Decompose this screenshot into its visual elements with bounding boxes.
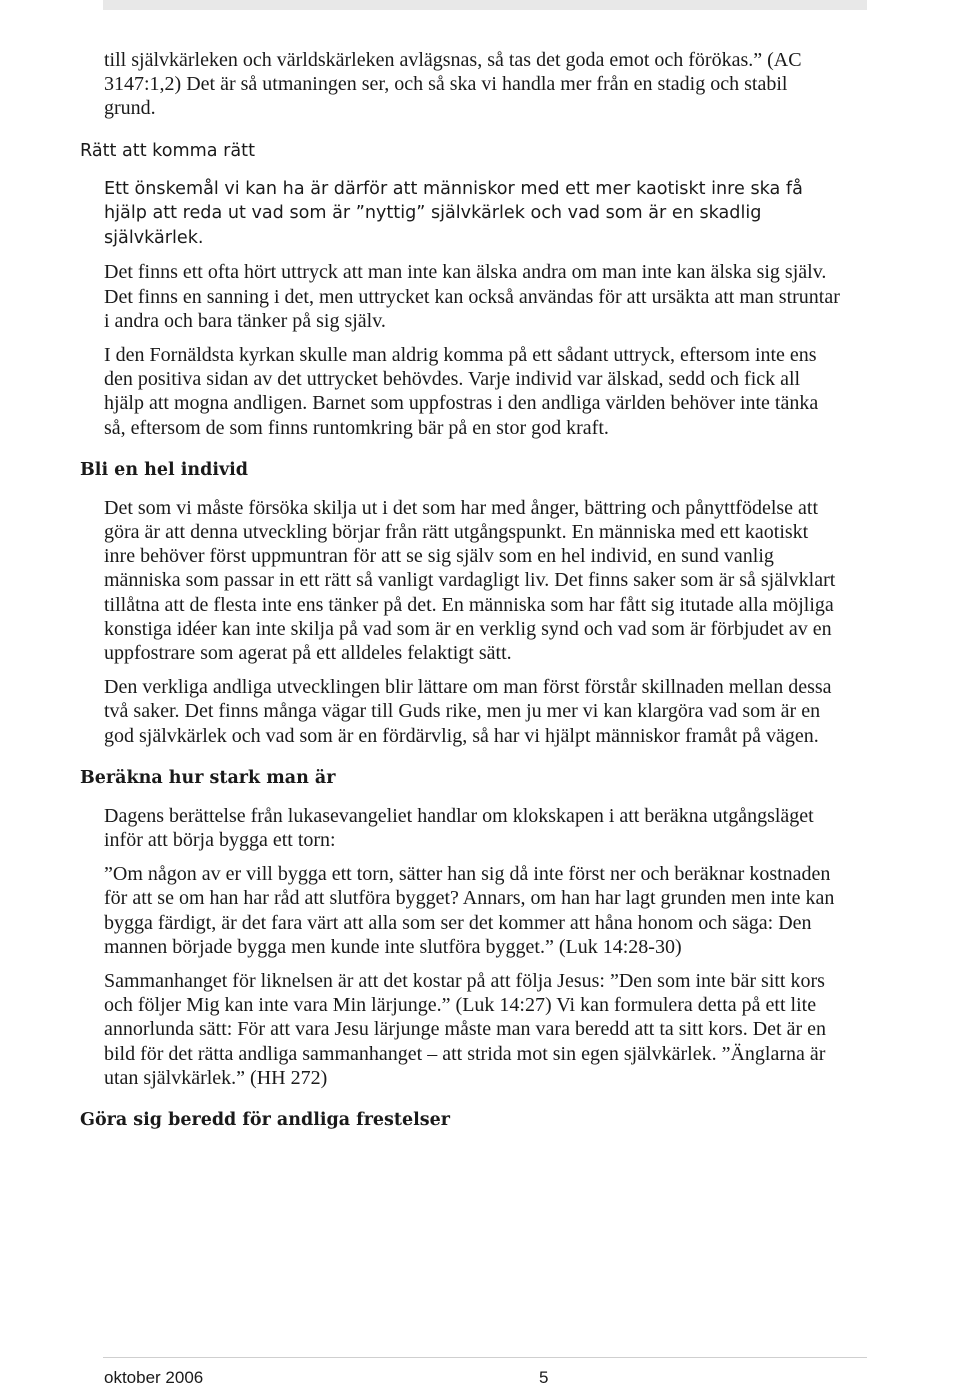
footer-rule bbox=[103, 1357, 867, 1358]
page-number: 5 bbox=[539, 1368, 549, 1387]
paragraph: Det finns ett ofta hört uttryck att man inte kan älska andra om man inte kan älska sig själv. Det finns en sanning i det, men uttrycket kan också användas för att ursäkta att man struntar i andra och bara tänker på sig själv. bbox=[104, 261, 840, 332]
paragraph: Sammanhanget för liknelsen är att det kostar på att följa Jesus: ”Den som inte bär sitt kors och följer Mig kan inte vara Min lärjunge.” (Luk 14:27) Vi kan formulera detta på ett lite annorlunda sätt: För att vara Jesu lärjunge måste man vara beredd att ta sitt kors. Det är en bild för det rätta andliga sammanhanget – att strida mot sin egen självkärlek. ”Änglarna är utan självkärlek.” (HH 272) bbox=[104, 970, 826, 1089]
section-heading: Bli en hel individ bbox=[80, 459, 249, 480]
top-rule bbox=[103, 0, 867, 10]
section-heading: Rätt att komma rätt bbox=[80, 140, 255, 161]
footer-date: oktober 2006 bbox=[104, 1368, 204, 1387]
document-page bbox=[80, 48, 850, 1142]
paragraph: Dagens berättelse från lukasevangeliet handlar om klokskapen i att beräkna utgångsläget inför att börja bygga ett torn: bbox=[104, 804, 814, 852]
paragraph: till självkärleken och världskärleken avlägsnas, så tas det goda emot och förökas.” (AC 3147:1,2) Det är så utmaningen ser, och så ska vi handla mer från en stadig och stabil grund. bbox=[104, 49, 802, 120]
section-heading: Göra sig beredd för andliga frestelser bbox=[80, 1110, 450, 1131]
paragraph: Den verkliga andliga utvecklingen blir lättare om man först förstår skillnaden mellan dessa två saker. Det finns många vägar till Guds rike, men ju mer vi kan klargöra vad som är en god självkärlek och vad som är en fördärvlig, så har vi hjälpt människor framåt på vägen. bbox=[104, 676, 832, 747]
paragraph: Det som vi måste försöka skilja ut i det som har med ånger, bättring och pånyttfödelse att göra är att denna utveckling börjar från rätt utgångspunkt. En människa med ett kaotiskt inre behöver först uppmuntran för att se sig själv som en hel individ, en sund vanlig människa som passar in ett rätt så vanligt vardagligt liv. Det finns saker som är så självklart tillåtna att de flesta inte ens tänker på det. En människa som har fått sig itutade alla möjliga konstiga idéer kan inte skilja på vad som är en verklig synd och vad som är förbjudet av en uppfostrare som agerat på ett alldeles felaktigt sätt. bbox=[104, 496, 836, 665]
paragraph: I den Fornäldsta kyrkan skulle man aldrig komma på ett sådant uttryck, eftersom inte ens den positiva sidan av det uttrycket behövdes. Varje individ var älskad, sedd och fick all hjälp att mogna andligen. Barnet som uppfostras i den andliga världen behöver inte tänka så, eftersom de som finns runtomkring bär på en stor god kraft. bbox=[104, 344, 819, 439]
quote-paragraph: ”Om någon av er vill bygga ett torn, sätter han sig då inte först ner och beräknar kostnaden för att se om han har råd att slutföra bygget? Annars, om han har lagt grunden men inte kan bygga färdigt, är det fara värt att alla som ser det kommer att håna honom och säga: Den mannen började bygga men kunde inte slutföra bygget.” (Luk 14:28-30) bbox=[104, 863, 835, 958]
paragraph: Ett önskemål vi kan ha är därför att människor med ett mer kaotiskt inre ska få hjälp att reda ut vad som är ”nyttig” självkärlek och vad som är en skadlig självkärlek. bbox=[104, 178, 803, 248]
section-heading: Beräkna hur stark man är bbox=[80, 767, 336, 788]
